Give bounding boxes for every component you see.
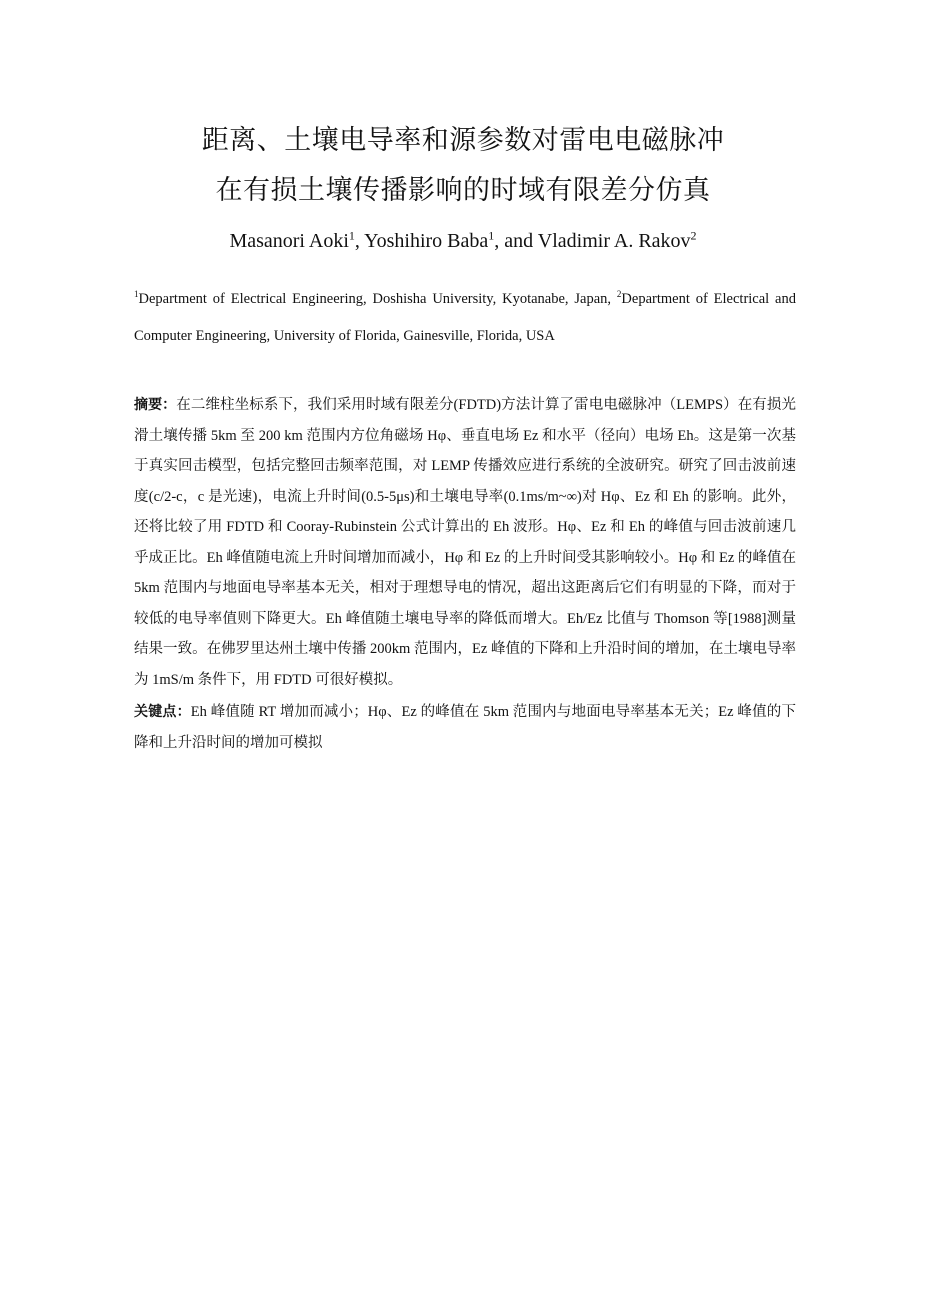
author-affiliation-mark: 1: [488, 228, 495, 243]
paper-title-line-1: 距离、土壤电导率和源参数对雷电电磁脉冲: [201, 125, 725, 156]
affiliation-number: 2: [616, 289, 622, 300]
paper-title-line-2: 在有损土壤传播影响的时域有限差分仿真: [215, 175, 711, 206]
abstract-paragraph: [134, 390, 796, 695]
author-list: [0, 230, 926, 253]
affiliation-text: Department of Electrical and Computer Engineering, University of Florida, Gainesville, Florida, USA: [134, 291, 796, 344]
keywords-label: 关键点：: [134, 704, 191, 720]
keywords-text: Eh 峰值随 RT 增加而减小；Hφ、Ez 的峰值在 5km 范围内与地面电导率基本无关；Ez 峰值的下降和上升沿时间的增加可模拟: [134, 704, 796, 751]
author-affiliation-mark: 1: [348, 228, 355, 243]
affiliation-text: Department of Electrical Engineering, Doshisha University, Kyotanabe, Japan,: [138, 291, 617, 307]
keywords-paragraph: [134, 697, 796, 758]
affiliations: [134, 281, 796, 355]
author-separator: , and: [494, 230, 538, 252]
affiliation-number: 1: [134, 289, 139, 300]
abstract-text: 在二维柱坐标系下，我们采用时域有限差分(FDTD)方法计算了雷电电磁脉冲（LEMPS）在有损光滑土壤传播 5km 至 200 km 范围内方位角磁场 Hφ、垂直电场 Ez 和水平（径向）电场 Eh。这是第一次基于真实回击模型，包括完整回击频率范围，对 LEMP 传播效应进行系统的全波研究。研究了回击波前速度(c/2-c，c 是光速)，电流上升时间(0.5-5μs)和土壤电导率(0.1ms/m~∞)对 Hφ、Ez 和 Eh 的影响。此外，还将比较了用 FDTD 和 Cooray-Rubinstein 公式计算出的 Eh 波形。Hφ、Ez 和 Eh 的峰值与回击波前速几乎成正比。Eh 峰值随电流上升时间增加而减小，Hφ 和 Ez 的上升时间受其影响较小。Hφ 和 Ez 的峰值在 5km 范围内与地面电导率基本无关，相对于理想导电的情况，超出这距离后它们有明显的下降，而对于较低的电导率值则下降更大。Eh 峰值随土壤电导率的降低而增大。Eh/Ez 比值与 Thomson 等[1988]测量结果一致。在佛罗里达州土壤中传播 200km 范围内，Ez 峰值的下降和上升沿时间的增加，在土壤电导率为 1mS/m 条件下，用 FDTD 可很好模拟。: [134, 397, 796, 688]
author-separator: ,: [354, 230, 365, 252]
abstract-label: 摘要：: [134, 397, 177, 413]
abstract-section: [134, 390, 796, 758]
author-affiliation-mark: 2: [690, 228, 697, 243]
author-name: Yoshihiro Baba: [364, 230, 489, 252]
author-name: Vladimir A. Rakov: [537, 230, 691, 252]
author-name: Masanori Aoki: [229, 230, 349, 252]
